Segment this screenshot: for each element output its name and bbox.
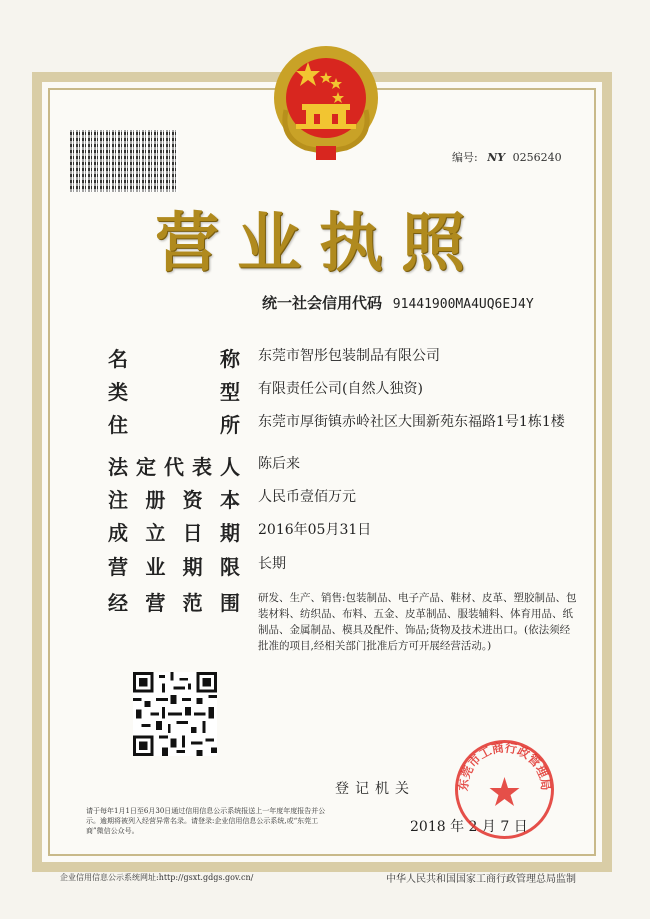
document-barcode: [70, 130, 178, 192]
footer-website: 企业信用信息公示系统网址:http://gsxt.gdgs.gov.cn/: [60, 873, 254, 882]
field-label: [108, 517, 240, 546]
field-label-char: 日: [182, 521, 203, 545]
serial-prefix: NY: [487, 151, 506, 164]
field-label-char: 代: [164, 455, 184, 479]
field-label-char: 成: [108, 521, 128, 545]
field-label: [108, 409, 240, 438]
official-seal: [452, 737, 557, 842]
field-label-char: 册: [145, 488, 166, 512]
field-label-char: 表: [192, 455, 212, 479]
field-label: [108, 484, 240, 513]
field-label-char: 注: [108, 488, 128, 512]
serial-label: 编号:: [452, 151, 478, 164]
field-label-char: 立: [145, 521, 166, 545]
field-label-char: 业: [145, 555, 166, 579]
field-value: 陈后来: [258, 456, 300, 472]
field-label: [108, 551, 240, 580]
field-label-char: 期: [219, 521, 240, 545]
field-label-char: 期: [182, 555, 203, 579]
field-label-char: 本: [219, 488, 240, 512]
field-label-char: 法: [108, 455, 128, 479]
national-emblem-icon: [266, 40, 386, 165]
field-value: 研发、生产、销售:包装制品、电子产品、鞋材、皮革、塑胶制品、包装材料、纺织品、布料、五金、皮革制品、服装辅料、体育用品、纸制品、金属制品、模具及配件、饰品;货物及技术进出口。(依法须经批准的项目,经相关部门批准后方可开展经营活动。): [258, 592, 577, 652]
credit-code-label: 统一社会信用代码: [262, 294, 383, 312]
field-label: [108, 451, 240, 480]
serial-number: [452, 149, 562, 165]
field-label-char: 营: [145, 591, 166, 615]
field-label-char: 人: [220, 455, 240, 479]
field-value: 2016年05月31日: [258, 522, 372, 538]
field-value: 人民币壹佰万元: [258, 489, 356, 505]
field-label-char: 名: [108, 347, 128, 371]
field-label-char: 所: [220, 413, 240, 437]
credit-code-value: 91441900MA4UQ6EJ4Y: [392, 297, 534, 312]
field-label-char: 限: [219, 555, 240, 579]
field-label-char: 型: [220, 380, 240, 404]
field-label: [108, 587, 240, 616]
field-label-char: 定: [136, 455, 156, 479]
credit-code: [262, 292, 534, 313]
field-value: 有限责任公司(自然人独资): [258, 381, 423, 397]
field-label-char: 范: [182, 591, 203, 615]
field-label: [108, 343, 240, 372]
serial-value: 0256240: [512, 151, 562, 164]
footer-issuer: 中华人民共和国国家工商行政管理总局监制: [386, 874, 576, 885]
registration-authority-label: 登记机关: [335, 781, 415, 797]
issue-date: 2018 年 2 月 7 日: [410, 819, 528, 835]
field-value: 长期: [258, 556, 286, 572]
field-label-char: 住: [108, 413, 128, 437]
field-label-char: 资: [182, 488, 203, 512]
field-label-char: 经: [108, 591, 128, 615]
field-label-char: 营: [108, 555, 128, 579]
seal-text: 东莞市工商行政管理局: [456, 740, 553, 792]
qr-code: [133, 672, 217, 756]
field-label: [108, 376, 240, 405]
page-title: 营业执照: [155, 206, 483, 281]
field-value: 东莞市厚街镇赤岭社区大围新苑东福路1号1栋1楼: [258, 414, 565, 430]
field-label-char: 类: [108, 380, 128, 404]
field-label-char: 称: [220, 347, 240, 371]
annual-report-notice: 请于每年1月1日至6月30日通过信用信息公示系统报送上一年度年度报告并公示。逾期将被列入经营异常名录。请登录:企业信用信息公示系统,或“东莞工商”微信公众号。: [86, 807, 326, 835]
field-value: 东莞市智彤包装制品有限公司: [258, 348, 440, 364]
field-label-char: 围: [219, 591, 240, 615]
